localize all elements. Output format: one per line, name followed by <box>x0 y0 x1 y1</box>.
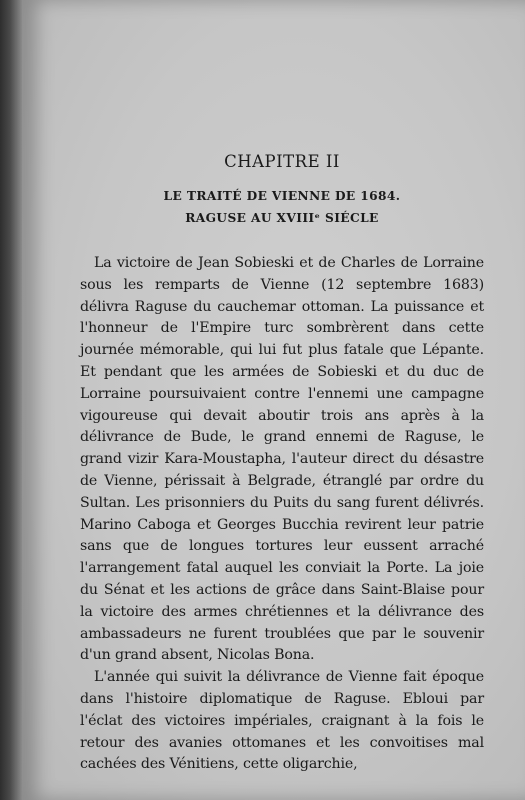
chapter-subtitle <box>80 185 484 229</box>
subtitle-line-2: RAGUSE AU XVIIIᵉ SIÉCLE <box>185 211 379 225</box>
subtitle-line-1: LE TRAITÉ DE VIENNE DE 1684. <box>163 189 401 203</box>
body-text <box>80 253 484 776</box>
page-content <box>80 152 484 776</box>
paragraph-1: La victoire de Jean Sobieski et de Charles de Lorraine sous les remparts de Vienne (12 septembre 1683) délivra Raguse du cauchemar ottoman. La puissance et l'honneur de l'Empire turc sombrèrent dans cette journée mémorable, qui lui fut plus fatale que Lépante. Et pendant que les armées de Sobieski et du duc de Lorraine poursuivaient contre l'ennemi une campagne vigoureuse qui devait aboutir trois ans après à la délivrance de Bude, le grand ennemi de Raguse, le grand vizir Kara-Moustapha, l'auteur direct du désastre de Vienne, périssait à Belgrade, étranglé par ordre du Sultan. Les prisonniers du Puits du sang furent délivrés. Marino Caboga et Georges Bucchia revirent leur patrie sans que de longues tortures leur eussent arraché l'arrangement fatal auquel les conviait la Porte. La joie du Sénat et les actions de grâce dans Saint-Blaise pour la victoire des armes chrétiennes et la délivrance des ambassadeurs ne furent troublées que par le souvenir d'un grand absent, Nicolas Bona. <box>80 255 484 664</box>
chapter-heading: CHAPITRE II <box>224 152 340 171</box>
page-sheet <box>22 0 525 800</box>
paragraph-2: L'année qui suivit la délivrance de Vienne fait époque dans l'histoire diplomatique de Raguse. Ebloui par l'éclat des victoires impériales, craignant à la fois le retour des avanies ottomanes et les convoitises mal cachées des Vénitiens, cette oligarchie, <box>80 669 484 773</box>
